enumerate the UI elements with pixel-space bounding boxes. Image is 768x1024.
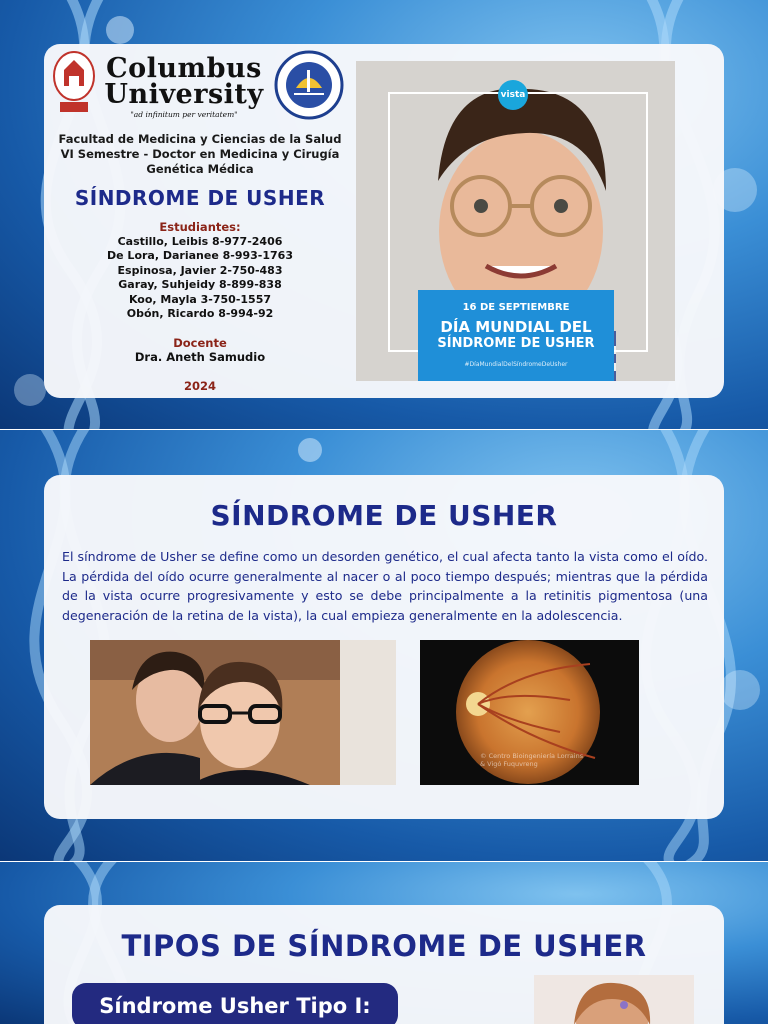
- girl-illustration: [534, 975, 694, 1024]
- university-crest-icon: [52, 50, 96, 116]
- types-card: [44, 905, 724, 1024]
- university-name-line2: University: [104, 79, 264, 110]
- university-motto: "ad infinitum per veritatem": [130, 110, 238, 119]
- type1-heading: Síndrome Usher Tipo I:: [72, 983, 398, 1024]
- girl-photo: [534, 975, 694, 1024]
- student-item: De Lora, Darianee 8-993-1763: [107, 249, 293, 263]
- student-item: Garay, Suhjeidy 8-899-838: [118, 278, 282, 292]
- types-title: TIPOS DE SÍNDROME DE USHER: [121, 929, 647, 963]
- teacher-label: Docente: [173, 336, 227, 350]
- vista-badge: vista: [498, 80, 528, 110]
- banner-line2: SÍNDROME DE USHER: [437, 336, 595, 351]
- slide-definition: [0, 430, 768, 862]
- student-item: Obón, Ricardo 8-994-92: [126, 307, 274, 321]
- definition-card: [44, 475, 724, 819]
- faculty-line: Facultad de Medicina y Ciencias de la Salud: [58, 132, 342, 146]
- awareness-banner: [418, 290, 614, 381]
- retina-credit: [480, 752, 583, 768]
- student-item: Koo, Mayla 3-750-1557: [128, 292, 272, 306]
- slide-types: [0, 862, 768, 1024]
- banner-line1: DÍA MUNDIAL DEL: [440, 318, 592, 336]
- university-seal-icon: [274, 50, 344, 120]
- cover-card: [44, 44, 724, 398]
- banner-hashtag: #DíaMundialDelSíndromeDeUsher: [464, 361, 568, 368]
- mother-child-photo: [90, 640, 396, 785]
- teacher-name: Dra. Aneth Samudio: [134, 350, 266, 364]
- university-name-line1: Columbus: [106, 53, 262, 84]
- student-item: Espinosa, Javier 2-750-483: [117, 263, 283, 277]
- faculty-info: [54, 132, 346, 177]
- course-line: Genética Médica: [146, 162, 254, 176]
- retina-fundus-photo: [420, 640, 639, 785]
- university-logo-text: [100, 53, 268, 120]
- definition-title: SÍNDROME DE USHER: [210, 499, 558, 532]
- awareness-day-photo: [356, 61, 675, 381]
- students-label: Estudiantes:: [159, 220, 241, 234]
- definition-paragraph: El síndrome de Usher se define como un desorden genético, el cual afecta tanto la vista como el oído. La pérdida del oído ocurre generalmente al nacer o al poco tiempo después; mientras que la pérdida de la vista ocurre progresivamente y esto se debe principalmente a la retinitis pigmentosa (una degeneración de la retina de la vista), la cual empieza generalmente en la adolescencia.: [62, 549, 708, 623]
- banner-date: 16 DE SEPTIEMBRE: [462, 302, 570, 313]
- semester-line: VI Semestre - Doctor en Medicina y Cirugía: [60, 147, 340, 161]
- student-item: Castillo, Leibis 8-977-2406: [117, 235, 283, 248]
- cover-title: SÍNDROME DE USHER: [74, 186, 326, 210]
- year-label: 2024: [183, 379, 216, 393]
- retina-credit-line2: & Vigó Fuquvreng: [480, 760, 538, 768]
- students-list: [54, 235, 346, 321]
- slide-cover: [0, 0, 768, 430]
- retina-credit-line1: © Centro Bioingeniería Lorrains: [480, 752, 584, 760]
- mother-child-illustration: [90, 640, 396, 785]
